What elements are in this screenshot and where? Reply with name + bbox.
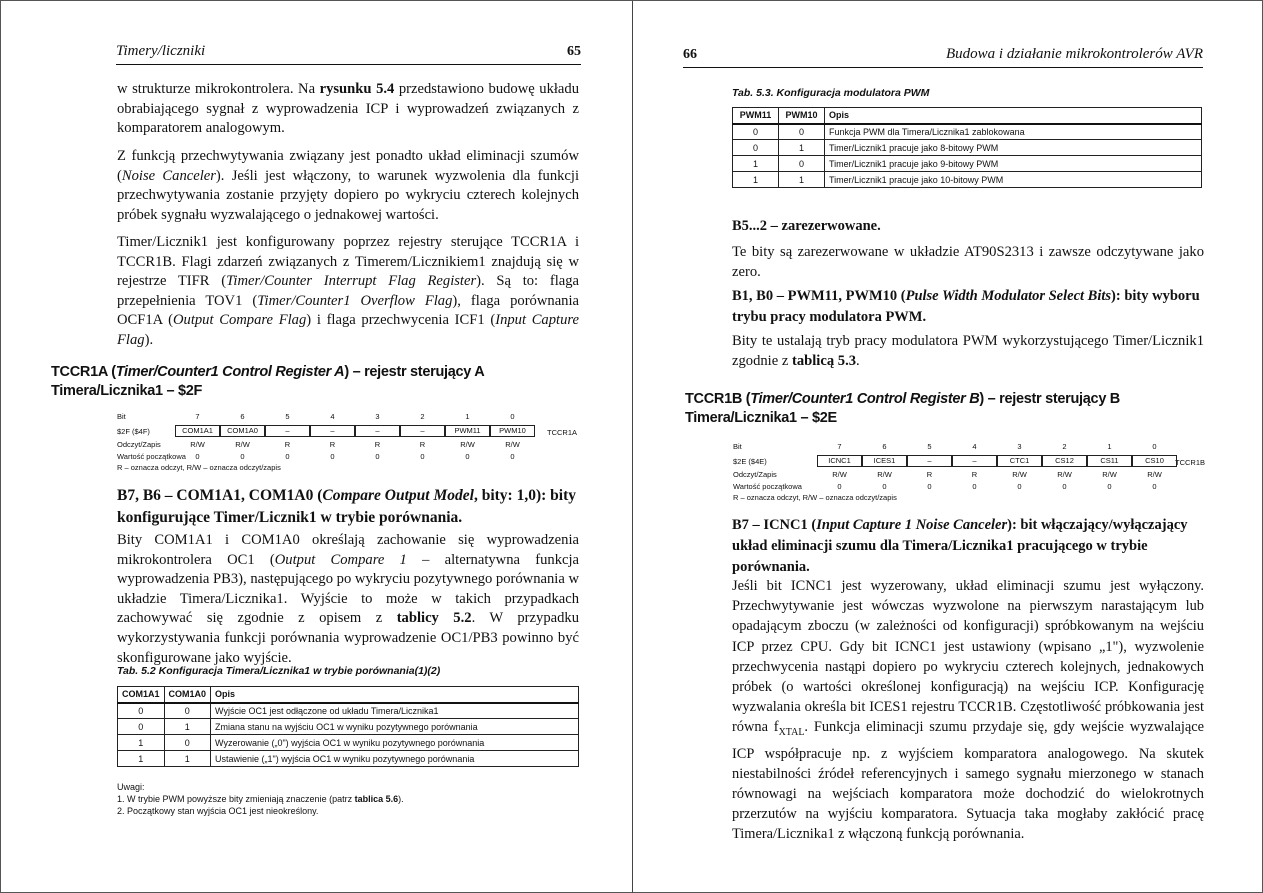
notes-title: Uwagi:	[117, 782, 145, 792]
bit-value-cell: 1	[779, 140, 825, 156]
page-65	[1, 1, 632, 893]
table-header-row	[733, 108, 1202, 124]
section-heading-tccr1b: TCCR1B (Timer/Counter1 Control Register B) – rejestr sterujący B Timera/Licznika1 – $2E	[685, 391, 1120, 426]
page-number: 66	[683, 47, 697, 62]
register-diagram-tccr1b	[733, 442, 1213, 502]
bit-name-cell: ICNC1	[817, 455, 862, 467]
label-rw: Odczyt/Zapis	[117, 440, 161, 449]
register-name: TCCR1B	[1175, 458, 1206, 467]
config-table-5-2	[117, 686, 579, 767]
label-bit: Bit	[733, 442, 742, 451]
bit-heading-b7: B7 – ICNC1 (Input Capture 1 Noise Canceler): bit włączający/wyłączający układ eliminacji szumu dla Timera/Licznika1 pracującego w trybie porównania.	[732, 517, 1188, 575]
bit-value-cell: 1	[733, 156, 779, 172]
bit-initial-value: 0	[1017, 482, 1022, 491]
paragraph: Timer/Licznik1 jest konfigurowany poprzez rejestry sterujące TCCR1A i TCCR1B. Flagi zdarzeń związanych z Timerem/Licznikiem1 znajdują się w rejestrze TIFR (Timer/Counter Interrupt Flag Register). Są to: flaga przepełnienia TOV1 (Timer/Counter1 Overflow Flag), flaga porównania OCF1A (Output Compare Flag) i flaga przechwycenia ICF1 (Input Capture Flag).	[117, 234, 580, 348]
description-cell: Zmiana stanu na wyjściu OC1 w wyniku pozytywnego porównania	[211, 719, 579, 735]
description-cell: Funkcja PWM dla Timera/Licznika1 zablokowana	[825, 124, 1202, 140]
bit-access: R	[419, 440, 426, 449]
bit-initial-value: 0	[837, 482, 842, 491]
table-caption: Tab. 5.2 Konfiguracja Timera/Licznika1 w trybie porównania(1)(2)	[117, 665, 441, 677]
bit-name-cell: CS11	[1087, 455, 1132, 467]
bit-access: R	[329, 440, 336, 449]
bit-access: R/W	[1012, 470, 1027, 479]
bit-access: R/W	[190, 440, 205, 449]
bit-value-cell: 0	[733, 140, 779, 156]
table-row	[733, 124, 1202, 140]
page-header	[116, 41, 581, 65]
bit-initial-value: 0	[330, 452, 335, 461]
note-1: 1. W trybie PWM powyższe bity zmieniają znaczenie (patrz tablica 5.6).	[117, 794, 404, 804]
column-header: Opis	[825, 108, 1202, 124]
description-cell: Ustawienie („1") wyjścia OC1 w wyniku pozytywnego porównania	[211, 751, 579, 767]
bit-initial-value: 0	[972, 482, 977, 491]
bit-name-cell: COM1A1	[175, 425, 220, 437]
bit-number: 5	[285, 412, 290, 421]
bit-access: R/W	[832, 470, 847, 479]
bit-name-cell: ICES1	[862, 455, 907, 467]
paragraph: Te bity są zarezerwowane w układzie AT90S2313 i zawsze odczytywane jako zero.	[732, 244, 1204, 280]
bit-name-cell: –	[355, 425, 400, 437]
bit-value-cell: 1	[164, 751, 211, 767]
bit-access: R/W	[1102, 470, 1117, 479]
column-header: COM1A0	[164, 687, 211, 703]
bit-initial-value: 0	[882, 482, 887, 491]
bit-value-cell: 0	[118, 719, 165, 735]
bit-initial-value: 0	[285, 452, 290, 461]
bit-initial-value: 0	[420, 452, 425, 461]
bit-heading-b5-b2: B5...2 – zarezerwowane.	[732, 218, 881, 234]
bit-heading-b7-b6: B7, B6 – COM1A1, COM1A0 (Compare Output Model, bity: 1,0): bity konfigurujące Timer/Licznik1 w trybie porównania.	[117, 487, 576, 526]
bit-name-cell: COM1A0	[220, 425, 265, 437]
paragraph: Bity te ustalają tryb pracy modulatora PWM wykorzystującego Timer/Licznik1 zgodnie z tablicą 5.3.	[732, 333, 1204, 369]
bit-number: 7	[837, 442, 842, 451]
table-row	[733, 172, 1202, 188]
paragraph: w strukturze mikrokontrolera. Na rysunku 5.4 przedstawiono budowę układu obrabiającego sygnał z wyprowadzenia ICP i wyprowadzeń związanych z komparatorem analogowym.	[117, 81, 579, 137]
bit-value-cell: 0	[779, 124, 825, 140]
table-body	[118, 703, 579, 767]
label-rw: Odczyt/Zapis	[733, 470, 777, 479]
paragraph: Bity COM1A1 i COM1A0 określają zachowanie się wyprowadzenia mikrokontrolera OC1 (Output Compare 1 – alternatywna funkcja wyprowadzenia PB3), następującego po wykryciu pozytywnego porównania w układzie Timera/Licznika1. Wyjście to może w takich przypadkach zachowywać się zgodnie z opisem z tablicy 5.2. W przypadku wykorzystywania funkcji porównania wyprowadzenie OC1/PB3 powinno być skonfigurowane jako wyjście.	[117, 532, 580, 666]
label-initial: Wartość początkowa	[733, 482, 802, 491]
running-title: Timery/liczniki	[116, 43, 206, 59]
bit-number: 3	[1017, 442, 1022, 451]
bit-access: R/W	[505, 440, 520, 449]
bit-value-cell: 0	[164, 703, 211, 719]
bit-name-cell: CS12	[1042, 455, 1087, 467]
bit-number: 4	[330, 412, 335, 421]
bit-number: 1	[465, 412, 470, 421]
bit-value-cell: 0	[164, 735, 211, 751]
table-body	[733, 124, 1202, 188]
register-name: TCCR1A	[547, 428, 578, 437]
bit-initial-value: 0	[1152, 482, 1157, 491]
note-2: 2. Początkowy stan wyjścia OC1 jest nieokreślony.	[117, 806, 319, 816]
bit-value-cell: 0	[733, 124, 779, 140]
bit-access: R	[374, 440, 381, 449]
bit-name-cell: CTC1	[997, 455, 1042, 467]
page-number: 65	[567, 44, 581, 59]
bit-initial-value: 0	[1107, 482, 1112, 491]
description-cell: Timer/Licznik1 pracuje jako 8-bitowy PWM	[825, 140, 1202, 156]
bit-number: 0	[510, 412, 515, 421]
register-note: R – oznacza odczyt, R/W – oznacza odczyt/zapis	[733, 493, 897, 502]
bit-initial-value: 0	[240, 452, 245, 461]
running-title: Budowa i działanie mikrokontrolerów AVR	[945, 46, 1203, 62]
bit-number: 1	[1107, 442, 1112, 451]
bit-initial-value: 0	[465, 452, 470, 461]
bit-number: 7	[195, 412, 200, 421]
table-row	[733, 156, 1202, 172]
bit-name-cell: –	[265, 425, 310, 437]
bit-access: R/W	[1147, 470, 1162, 479]
description-cell: Timer/Licznik1 pracuje jako 10-bitowy PWM	[825, 172, 1202, 188]
bit-value-cell: 1	[779, 172, 825, 188]
bit-number: 5	[927, 442, 932, 451]
table-row	[118, 703, 579, 719]
table-row	[733, 140, 1202, 156]
description-cell: Wyzerowanie („0") wyjścia OC1 w wyniku pozytywnego porównania	[211, 735, 579, 751]
table-row	[118, 735, 579, 751]
bit-access: R/W	[877, 470, 892, 479]
column-header: PWM11	[733, 108, 779, 124]
bit-access: R/W	[235, 440, 250, 449]
bit-access: R/W	[1057, 470, 1072, 479]
bit-name-cell: CS10	[1132, 455, 1177, 467]
label-address: $2F ($4F)	[117, 427, 150, 436]
bit-access: R	[926, 470, 933, 479]
description-cell: Timer/Licznik1 pracuje jako 9-bitowy PWM	[825, 156, 1202, 172]
bit-number: 6	[240, 412, 245, 421]
bit-initial-value: 0	[375, 452, 380, 461]
bit-number: 0	[1152, 442, 1157, 451]
section-heading-tccr1a: TCCR1A (Timer/Counter1 Control Register A) – rejestr sterujący A Timera/Licznika1 – $2F	[51, 364, 485, 399]
bit-heading-b1-b0: B1, B0 – PWM11, PWM10 (Pulse Width Modulator Select Bits): bity wyboru trybu pracy modulatora PWM.	[732, 288, 1200, 325]
paragraph: Z funkcją przechwytywania związany jest ponadto układ eliminacji szumów (Noise Canceler). Jeśli jest włączony, to warunek wyzwolenia dla funkcji przechwytywania zostanie przyjęty dopiero po wykryciu czterech kolejnych próbek sygnału wyzwalającego o jednakowej wartości.	[117, 148, 579, 223]
bit-access: R/W	[460, 440, 475, 449]
bit-name-cell: –	[310, 425, 355, 437]
page-66	[633, 1, 1263, 893]
bit-value-cell: 0	[118, 703, 165, 719]
page-header	[683, 44, 1203, 68]
bit-value-cell: 0	[779, 156, 825, 172]
label-initial: Wartość początkowa	[117, 452, 186, 461]
bit-initial-value: 0	[927, 482, 932, 491]
bit-name-cell: –	[400, 425, 445, 437]
bit-value-cell: 1	[733, 172, 779, 188]
column-header: Opis	[211, 687, 579, 703]
config-table-5-3	[732, 107, 1202, 188]
bit-name-cell: –	[952, 455, 997, 467]
bit-number: 4	[972, 442, 977, 451]
bit-name-cell: –	[907, 455, 952, 467]
table-header-row	[118, 687, 579, 703]
table-caption: Tab. 5.3. Konfiguracja modulatora PWM	[732, 87, 930, 99]
paragraph: Jeśli bit ICNC1 jest wyzerowany, układ eliminacji szumu jest wyłączony. Przechwytywanie jest wówczas wyzwolone na pierwszym narastającym lub opadającym zboczu (w zależności od konfiguracji) spróbkowanym na wejściu ICP przez CPU. Gdy bit ICNC1 jest ustawiony (wpisano „1"), wyzwolenie przechwycenia nastąpi dopiero po wykryciu czterech kolejnych, jednakowych próbek (o wartości określonej konfiguracją) na wejściu ICP. Konfigurację wyzwalania określa bit ICES1 rejestru TCCR1B. Częstotliwość próbkowania jest równa $f_{XTAL}$. Funkcja eliminacji szumu przydaje się, gdy wejście wyzwalające ICP współpracuje np. z wyjściem komparatora analogowego. Na skutek niestabilności źródeł referencyjnych i samego sygnału mierzonego w stanach równowagi na wejściach komparatora może dochodzić do wielokrotnych przerzutów na wyjściu komparatora. Sytuacja taka mogłaby zakłócić pracę Timera/Licznika1 z włączoną funkcją porównania.	[732, 578, 1205, 843]
register-note: R – oznacza odczyt, R/W – oznacza odczyt/zapis	[117, 463, 281, 472]
label-address: $2E ($4E)	[733, 457, 767, 466]
description-cell: Wyjście OC1 jest odłączone od układu Timera/Licznika1	[211, 703, 579, 719]
bit-value-cell: 1	[118, 735, 165, 751]
table-row	[118, 751, 579, 767]
bit-access: R	[971, 470, 978, 479]
table-row	[118, 719, 579, 735]
bit-number: 2	[1062, 442, 1067, 451]
bit-number: 6	[882, 442, 887, 451]
bit-value-cell: 1	[118, 751, 165, 767]
bit-name-cell: PWM10	[490, 425, 535, 437]
bit-initial-value: 0	[1062, 482, 1067, 491]
bit-initial-value: 0	[510, 452, 515, 461]
column-header: COM1A1	[118, 687, 165, 703]
bit-initial-value: 0	[195, 452, 200, 461]
bit-value-cell: 1	[164, 719, 211, 735]
bit-access: R	[284, 440, 291, 449]
bit-number: 2	[420, 412, 425, 421]
bit-name-cell: PWM11	[445, 425, 490, 437]
register-diagram-tccr1a	[117, 412, 597, 472]
bit-number: 3	[375, 412, 380, 421]
label-bit: Bit	[117, 412, 126, 421]
table-notes	[117, 781, 404, 817]
column-header: PWM10	[779, 108, 825, 124]
